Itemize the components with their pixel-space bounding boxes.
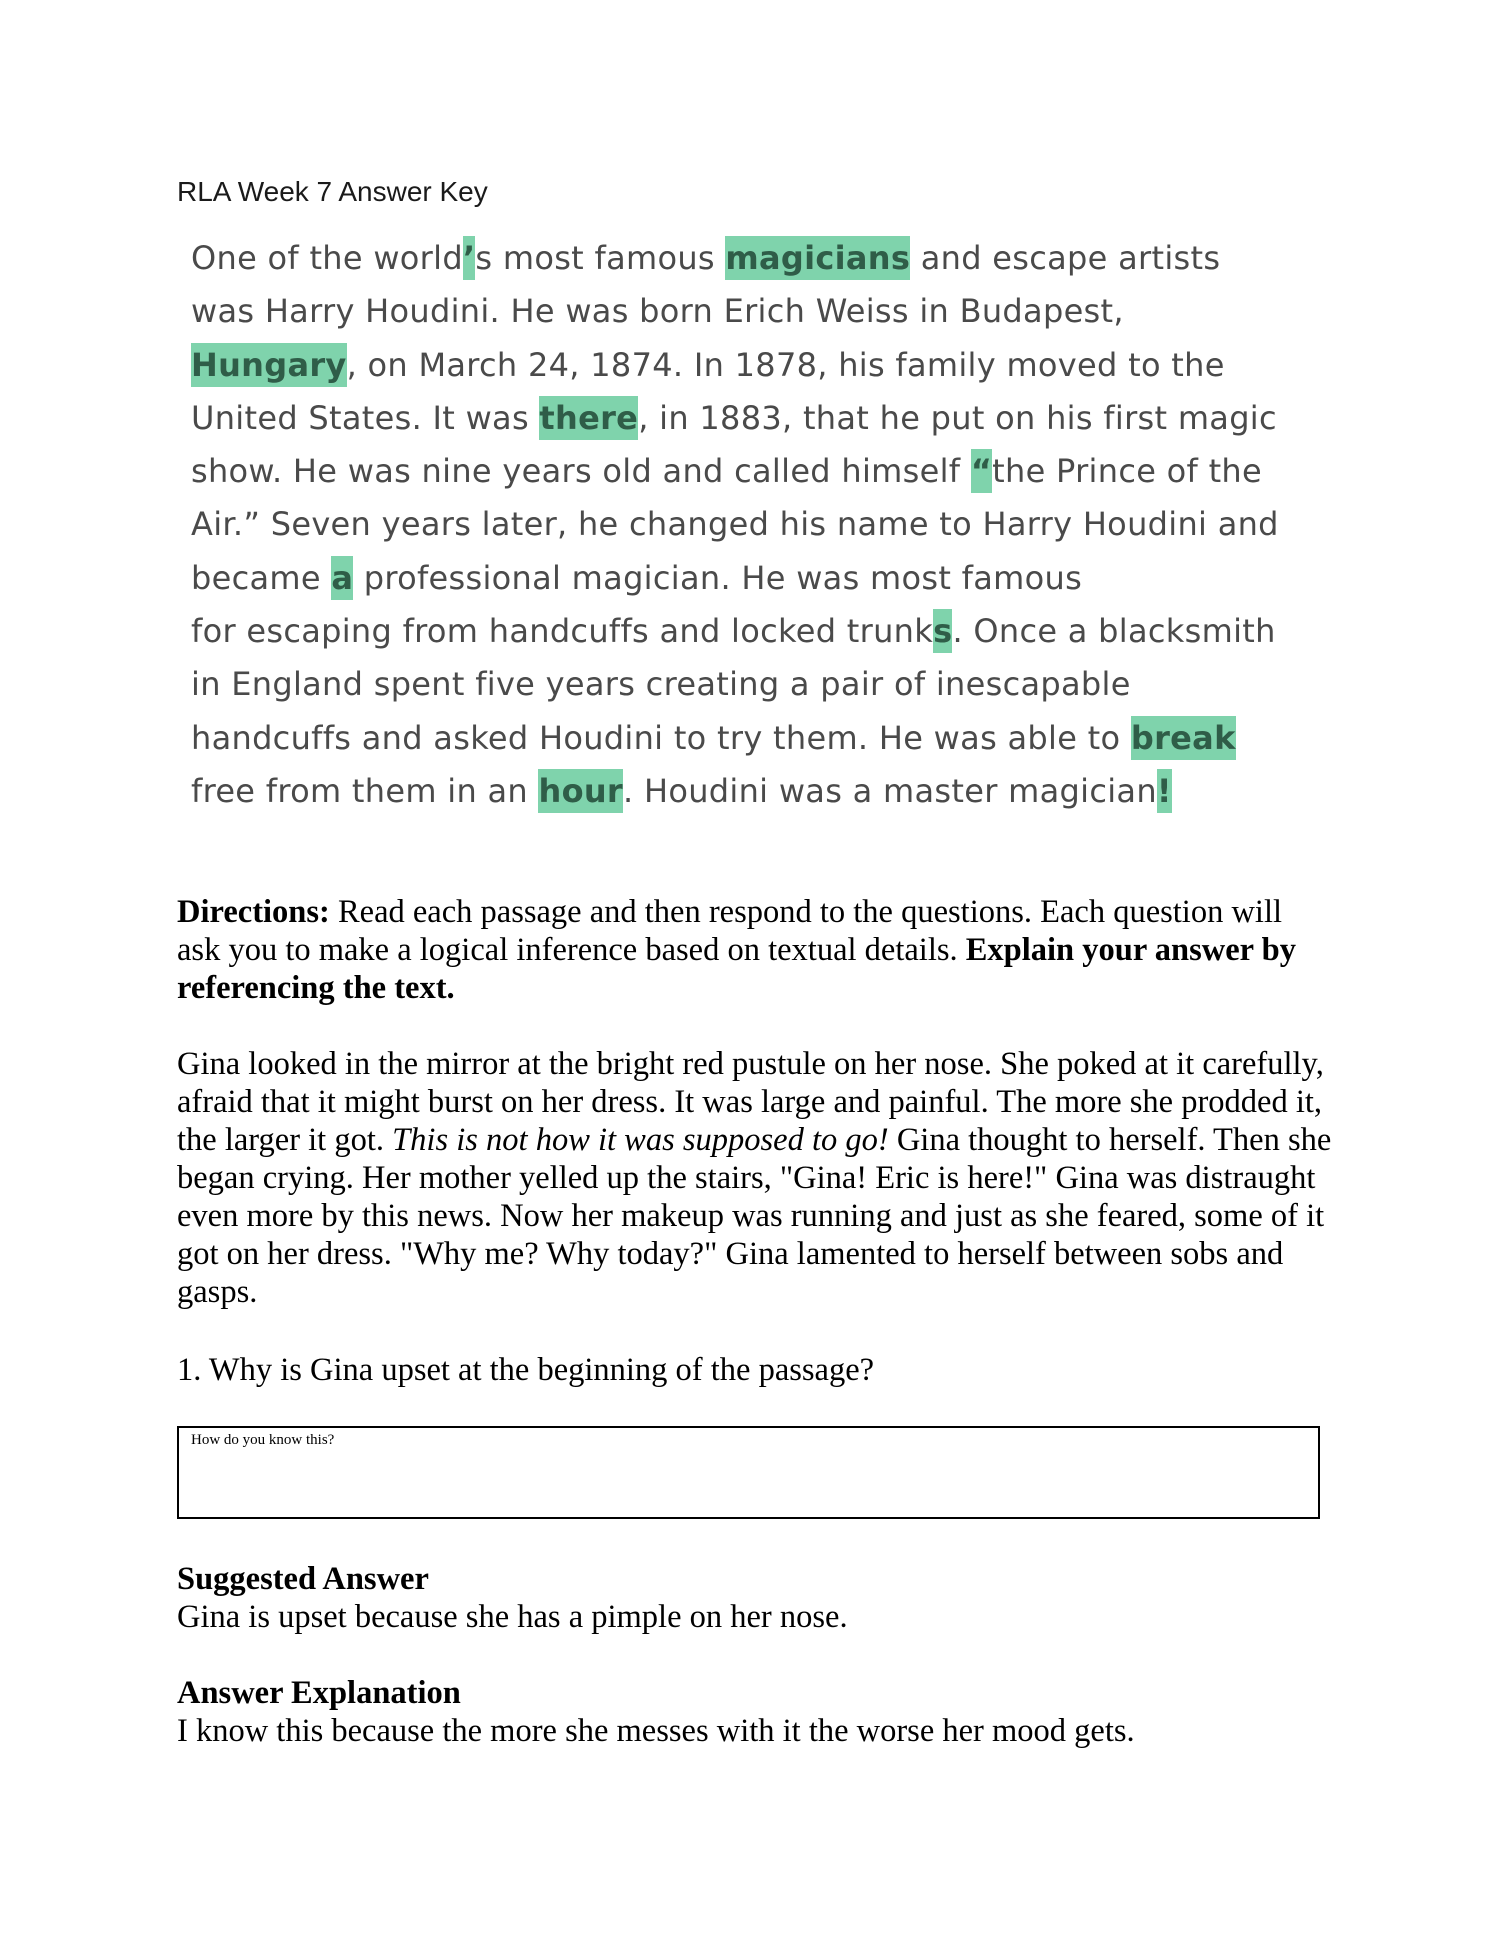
passage-line [191, 498, 1341, 551]
passage-text: . Once a blacksmith [952, 612, 1276, 651]
passage-text: show. He was nine years old and called himself [191, 452, 971, 491]
suggested-answer [177, 1560, 1337, 1636]
story-text: Gina thought to herself. Then she began crying. Her mother yelled up the stairs, "Gina! Eric is here!" Gina was distraught even more by this news. Now her makeup was running and just as she feared, some of it got on her dress. "Why me? Why today?" Gina lamented to herself between sobs and gasps. [177, 1122, 1332, 1310]
passage-text: Air.” Seven years later, he changed his name to Harry Houdini and [191, 505, 1279, 544]
passage-text: for escaping from handcuffs and locked trunk [191, 612, 934, 651]
answer-explanation [177, 1674, 1337, 1750]
passage-text: United States. It was [191, 398, 540, 437]
story-italic: This is not how it was supposed to go! [392, 1122, 889, 1158]
suggested-text: Gina is upset because she has a pimple on her nose. [177, 1599, 848, 1635]
reading-passage [177, 1045, 1337, 1311]
story-text: Gina looked in the mirror at the bright red pustule on her nose. She poked at it carefully, afraid that it might burst on her dress. It was large and painful. The more she prodded it, the larger it got. [177, 1046, 1324, 1158]
passage-text: the Prince of the [992, 452, 1263, 491]
question-1: 1. Why is Gina upset at the beginning of the passage? [177, 1352, 875, 1388]
highlight-word: there [539, 396, 638, 440]
highlight-mark: ’ [463, 236, 475, 280]
passage-line [191, 339, 1341, 392]
passage-line [191, 765, 1341, 818]
passage-line [191, 232, 1341, 285]
explanation-heading: Answer Explanation [177, 1675, 461, 1711]
passage-line [191, 658, 1341, 711]
directions-label: Directions: [177, 894, 330, 930]
explanation-text: I know this because the more she messes with it the worse her mood gets. [177, 1713, 1135, 1749]
suggested-heading: Suggested Answer [177, 1561, 429, 1597]
passage-text: , on March 24, 1874. In 1878, his family moved to the [346, 345, 1225, 384]
highlight-word: magicians [725, 236, 910, 280]
answer-prompt: How do you know this? [191, 1432, 335, 1448]
passage-text: and escape artists [910, 239, 1221, 277]
directions [177, 893, 1332, 1007]
passage-text: One of the world [191, 239, 463, 277]
highlighted-passage [191, 232, 1341, 818]
highlight-word: Hungary [191, 343, 347, 387]
passage-text: handcuffs and asked Houdini to try them. He was able to [191, 718, 1131, 757]
passage-text: s most famous [475, 239, 726, 277]
highlight-mark: “ [971, 449, 992, 493]
passage-line [191, 392, 1341, 445]
highlight-mark: ! [1157, 769, 1172, 813]
passage-text: became [191, 558, 332, 597]
highlight-mark: s [933, 609, 952, 653]
highlight-word: hour [538, 769, 623, 813]
passage-line [191, 605, 1341, 658]
passage-text: free from them in an [191, 771, 539, 810]
passage-line [191, 285, 1341, 338]
page-title: RLA Week 7 Answer Key [177, 176, 488, 207]
directions-emphasis: Explain your answer by referencing the text. [177, 932, 1296, 1006]
answer-textbox[interactable] [177, 1426, 1320, 1519]
highlight-word: a [331, 556, 353, 600]
passage-line [191, 552, 1341, 605]
passage-line [191, 712, 1341, 765]
passage-line [191, 445, 1341, 498]
passage-text: professional magician. He was most famous [353, 558, 1083, 597]
passage-text: was Harry Houdini. He was born Erich Weiss in Budapest, [191, 292, 1124, 331]
passage-text: , in 1883, that he put on his first magic [638, 398, 1277, 437]
highlight-word: break [1131, 716, 1236, 760]
directions-text: Read each passage and then respond to the questions. Each question will ask you to make a logical inference based on textual details. [177, 894, 1283, 968]
passage-text: in England spent five years creating a pair of inescapable [191, 665, 1131, 704]
passage-text: . Houdini was a master magician [623, 771, 1157, 810]
